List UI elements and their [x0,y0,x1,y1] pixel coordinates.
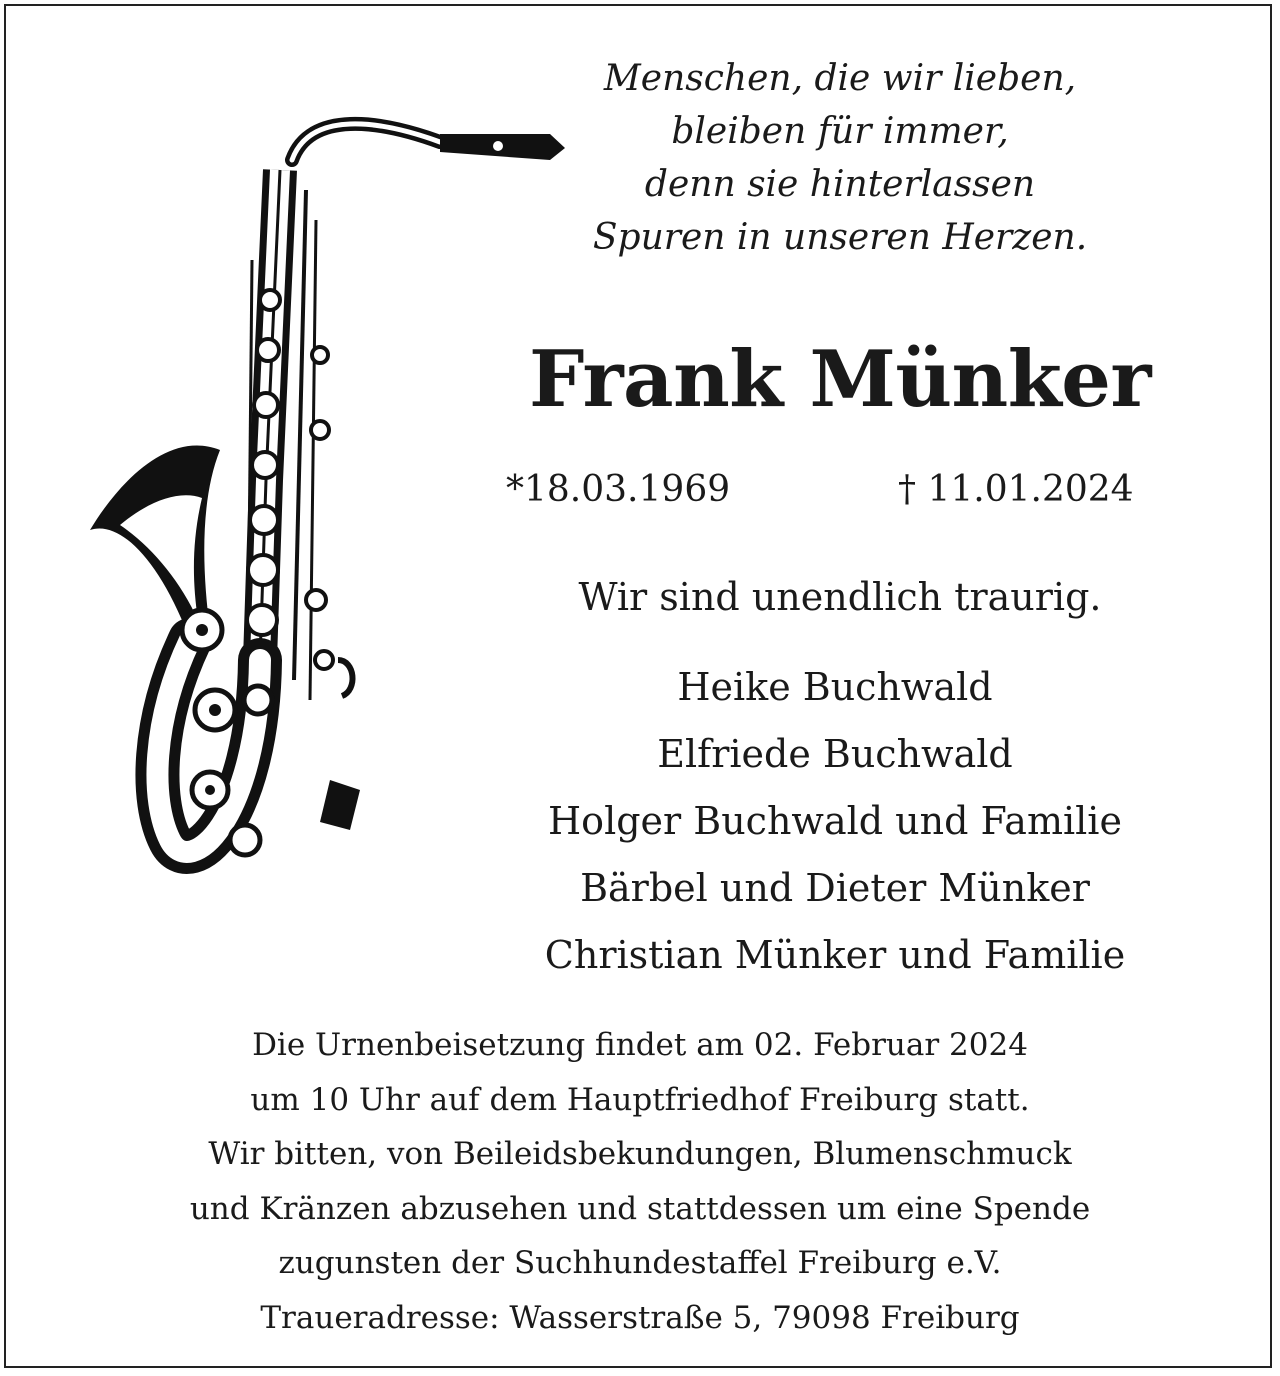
quote-line: bleiben für immer, [671,111,1009,152]
notice-line: um 10 Uhr auf dem Hauptfriedhof Freiburg statt. [250,1081,1030,1118]
quote-line: Menschen, die wir lieben, [603,58,1077,99]
memorial-quote [560,52,1120,264]
mourner-name: Elfriede Buchwald [657,732,1013,776]
mourner-name: Heike Buchwald [677,665,993,709]
mourner-name: Holger Buchwald und Familie [548,799,1122,843]
death-date: † 11.01.2024 [898,469,1134,510]
deceased-name: Frank Münker [528,334,1152,425]
sorrow-statement: Wir sind unendlich traurig. [578,575,1102,619]
mourner-name: Christian Münker und Familie [544,933,1126,977]
birth-date: *18.03.1969 [506,469,731,510]
funeral-notice [40,1018,1240,1345]
notice-line: und Kränzen abzusehen und stattdessen um eine Spende [189,1190,1091,1227]
notice-line: zugunsten der Suchhundestaffel Freiburg e.V. [278,1245,1002,1281]
mourners-list [490,654,1180,989]
mourner-name: Bärbel und Dieter Münker [580,866,1090,910]
quote-line: denn sie hinterlassen [644,164,1036,205]
notice-line: Traueradresse: Wasserstraße 5, 79098 Freiburg [260,1299,1020,1336]
notice-line: Die Urnenbeisetzung findet am 02. Februar 2024 [252,1027,1028,1063]
quote-line: Spuren in unseren Herzen. [592,217,1088,258]
notice-line: Wir bitten, von Beileidsbekundungen, Blumenschmuck [208,1136,1072,1172]
